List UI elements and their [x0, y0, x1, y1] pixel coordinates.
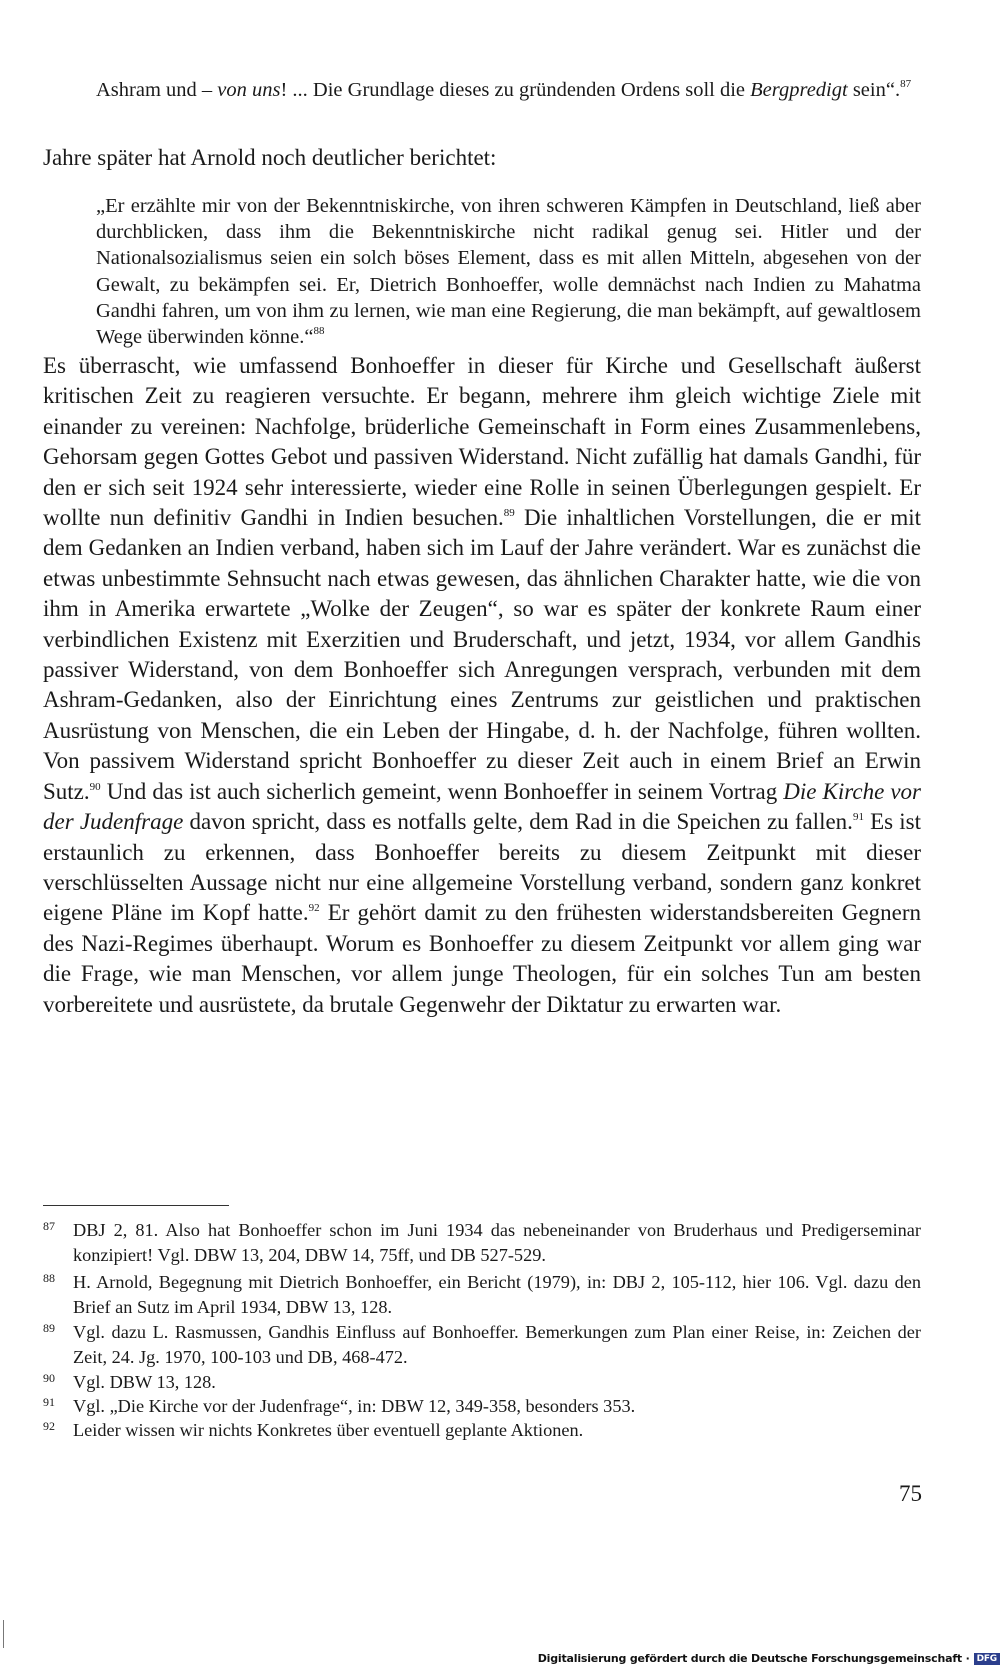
footnote [43, 1394, 921, 1419]
footnote-divider [43, 1205, 229, 1206]
footnote-ref[interactable]: 91 [852, 811, 864, 824]
paragraph-text: Er gehört damit zu den frühesten widerstandsbereiten Gegnern des Nazi-Regimes überhaupt. Worum es Bonhoeffer zu diesem Zeitpunkt vor allem ging war die Frage, wie man Menschen, vor allem junge Theologen, für ein solches Tun am besten vorbereitete und ausrüstete, da brutale Gegenwehr der Diktatur zu erwarten war. [43, 900, 921, 1017]
footnote-number: 92 [43, 1419, 55, 1433]
paragraph-text: Es ist erstaunlich zu erkennen, dass Bonhoeffer bereits zu diesem Zeitpunkt mit dieser verschlüsselten Aussage nicht nur eine allgemeine Vorstellung verband, sondern ganz konkret eigene Pläne im Kopf hatte. [43, 809, 921, 926]
footnote-ref[interactable]: 89 [503, 507, 515, 520]
footnote [43, 1418, 921, 1443]
paragraph-italic: Die Kirche vor der Judenfrage [43, 778, 922, 835]
footnote-ref[interactable]: 88 [313, 325, 325, 338]
paragraph-text: Die inhaltlichen Vorstellungen, die er mit dem Gedanken an Indien verband, haben sich im Lauf der Jahre verändert. War es zunächst die etwas unbestimmte Sehnsucht nach etwas gewesen, das ähnlichen Charakter hatte, wie die von ihm in Amerika erwartete „Wolke der Zeugen“, so war es später der konkrete Raum einer verbindlichen Existenz mit Exerzitien und Bruderschaft, und jetzt, 1934, vor allem Gandhis passiver Widerstand, von dem Bonhoeffer sich Anregungen versprach, verbunden mit dem Ashram-Gedanken, also der Einrichtung eines Zentrums zur geistlichen und praktischen Ausrüstung von Menschen, die ein Leben der Hingabe, d. h. der Nachfolge, führen wollten. Von passivem Widerstand spricht Bonhoeffer zu dieser Zeit auch in einem Brief an Erwin Sutz. [43, 505, 921, 804]
main-paragraph [43, 351, 921, 1020]
quote-italic: Bergpredigt [750, 79, 848, 101]
quote-text: Ashram und – [96, 79, 218, 101]
footnote-text: Vgl. DBW 13, 128. [73, 1372, 216, 1392]
footnote-number: 88 [43, 1271, 55, 1285]
dfg-logo: DFG [974, 1653, 1000, 1665]
arnold-quote [96, 193, 921, 350]
paragraph-text: Und das ist auch sicherlich gemeint, wenn Bonhoeffer in seinem Vortrag [100, 778, 784, 804]
quote-text: ! ... Die Grundlage dieses zu gründenden Ordens soll die [280, 79, 751, 101]
footnote [43, 1320, 921, 1369]
footnote-number: 90 [43, 1371, 55, 1385]
footnote [43, 1270, 921, 1319]
footnote-text: Vgl. „Die Kirche vor der Judenfrage“, in: DBW 12, 349-358, besonders 353. [73, 1396, 636, 1416]
footnote-ref[interactable]: 87 [900, 78, 912, 90]
footnote-number: 87 [43, 1219, 55, 1233]
digitization-footer [538, 1652, 1000, 1665]
quote-continuation [96, 77, 921, 103]
quote-text: „Er erzählte mir von der Bekenntniskirche, von ihren schweren Kämpfen in Deutschland, ließ aber durchblicken, dass ihm die Bekenntniskirche nicht radikal genug sei. Hitler und der Nationalsozialismus seien ein solch böses Element, dass es mit allen Mitteln, abgesehen von der Gewalt, zu bekämpfen sei. Er, Dietrich Bonhoeffer, wolle demnächst nach Indien zu Mahatma Gandhi fahren, um von ihm zu lernen, wie man eine Regierung, die man bekämpft, auf gewaltlosem Wege überwinden könne.“ [96, 195, 921, 349]
footnote-text: Vgl. dazu L. Rasmussen, Gandhis Einfluss auf Bonhoeffer. Bemerkungen zum Plan einer Reise, in: Zeichen der Zeit, 24. Jg. 1970, 100-103 und DB, 468-472. [73, 1322, 921, 1367]
scan-margin-mark [3, 1620, 4, 1648]
paragraph-text: Es überrascht, wie umfassend Bonhoeffer in dieser für Kirche und Gesellschaft äußerst kritischen Zeit zu reagieren versuchte. Er begann, mehrere ihm gleich wichtige Ziele mit einander zu vereinen: Nachfolge, brüderliche Gemeinschaft in Form eines Zusammenlebens, Gehorsam gegen Gottes Gebot und passiven Widerstand. Nicht zufällig hat damals Gandhi, für den er sich seit 1924 sehr interessierte, wieder eine Rolle in seinen Überlegungen gespielt. Er wollte nun definitiv Gandhi in Indien besuchen. [43, 353, 921, 531]
footnote-text: H. Arnold, Begegnung mit Dietrich Bonhoeffer, ein Bericht (1979), in: DBJ 2, 105-112, hier 106. Vgl. dazu den Brief an Sutz im April 1934, DBW 13, 128. [73, 1272, 921, 1317]
footnote-number: 91 [43, 1395, 55, 1409]
intro-line: Jahre später hat Arnold noch deutlicher berichtet: [43, 145, 497, 170]
footer-text: Digitalisierung gefördert durch die Deutsche Forschungsgemeinschaft · [537, 1652, 970, 1665]
footnote [43, 1218, 921, 1267]
footnote-ref[interactable]: 92 [308, 902, 320, 915]
footnote-number: 89 [43, 1321, 55, 1335]
paragraph-text: davon spricht, dass es notfalls gelte, dem Rad in die Speichen zu fallen. [183, 809, 853, 835]
footnote-text: DBJ 2, 81. Also hat Bonhoeffer schon im Juni 1934 das nebeneinander von Bruderhaus und Predigerseminar konzipiert! Vgl. DBW 13, 204, DBW 14, 75ff, und DB 527-529. [73, 1220, 921, 1265]
page-number: 75 [899, 1481, 922, 1506]
footnote [43, 1370, 921, 1395]
quote-text: sein“. [847, 79, 901, 101]
quote-italic: von uns [217, 79, 281, 101]
footnote-ref[interactable]: 90 [89, 780, 101, 793]
footnote-text: Leider wissen wir nichts Konkretes über eventuell geplante Aktionen. [73, 1420, 584, 1440]
